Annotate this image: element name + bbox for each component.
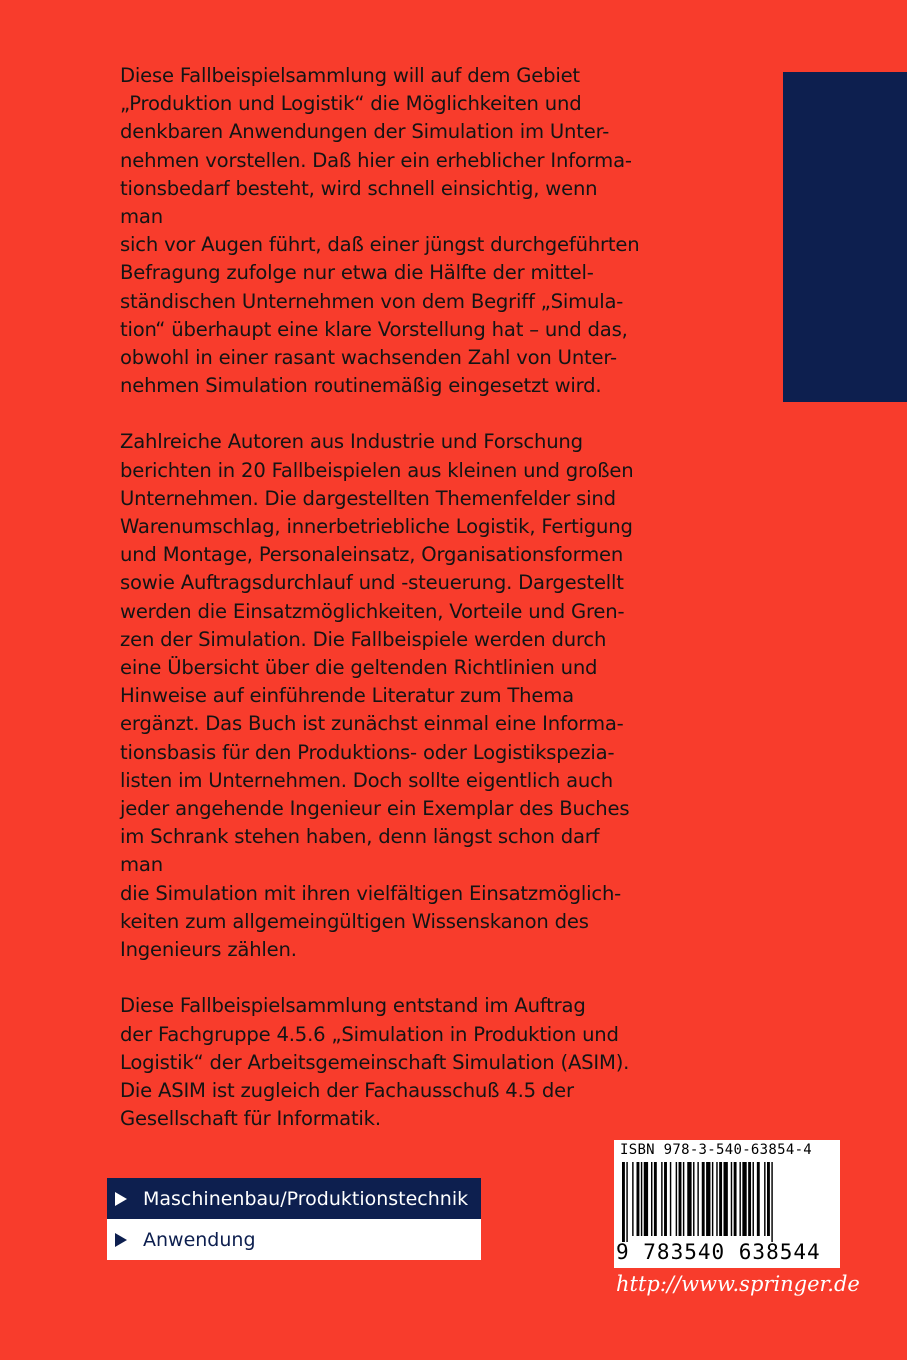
decorative-navy-strip <box>783 72 907 402</box>
subject-category-box <box>107 1178 481 1260</box>
category-primary <box>107 1178 481 1219</box>
isbn-barcode <box>614 1140 840 1268</box>
triangle-right-icon <box>115 1192 127 1206</box>
blurb-paragraph-3: Diese Fallbeispielsammlung entstand im Auftrag der Fachgruppe 4.5.6 „Simulation in Produktion und Logistik“ der Arbeitsgemeinschaft Simulation (ASIM). Die ASIM ist zugleich der Fachausschuß 4.5 der Gesellschaft für Informatik. <box>120 994 630 1131</box>
category-secondary <box>107 1219 481 1260</box>
barcode-bars-icon <box>622 1162 832 1242</box>
isbn-number: ISBN 978-3-540-63854-4 <box>620 1142 813 1158</box>
publisher-url: http://www.springer.de <box>616 1272 860 1296</box>
blurb-paragraph-2: Zahlreiche Autoren aus Industrie und Forschung berichten in 20 Fallbeispielen aus kleinen und großen Unternehmen. Die dargestellten Themenfelder sind Warenumschlag, innerbetriebliche Logistik, Fertigung und Montage, Personaleinsatz, Organisationsformen sowie Auftragsdurchlauf und -steuerung. Dargestellt werden die Einsatzmöglichkeiten, Vorteile und Gren- zen der Simulation. Die Fallbeispiele werden durch eine Übersicht über die geltenden Richtlinien und Hinweise auf einführende Literatur zum Thema ergänzt. Das Buch ist zunächst einmal eine Informa- tionsbasis für den Produktions- oder Logistikspezia- listen im Unternehmen. Doch sollte eigentlich auch jeder angehende Ingenieur ein Exemplar des Buches im Schrank stehen haben, denn längst schon darf man die Simulation mit ihren vielfältigen Einsatzmöglich- keiten zum allgemeingültigen Wissenskanon des Ingenieurs zählen. <box>120 430 634 962</box>
cover-blurb <box>120 62 640 1161</box>
blurb-paragraph-1: Diese Fallbeispielsammlung will auf dem Gebiet „Produktion und Logistik“ die Möglichkeiten und denkbaren Anwendungen der Simulation im Unter- nehmen vorstellen. Daß hier ein erheblicher Informa- tionsbedarf besteht, wird schnell einsichtig, wenn man sich vor Augen führt, daß einer jüngst durchgeführten Befragung zufolge nur etwa die Hälfte der mittel- ständischen Unternehmen von dem Begriff „Simula- tion“ überhaupt eine klare Vorstellung hat – und das, obwohl in einer rasant wachsenden Zahl von Unter- nehmen Simulation routinemäßig eingesetzt wird. <box>120 64 640 398</box>
ean-digits: 9 783540 638544 <box>616 1240 821 1264</box>
category-primary-label: Maschinenbau/Produktionstechnik <box>143 1187 469 1210</box>
triangle-right-icon <box>115 1233 127 1247</box>
category-secondary-label: Anwendung <box>143 1228 256 1251</box>
